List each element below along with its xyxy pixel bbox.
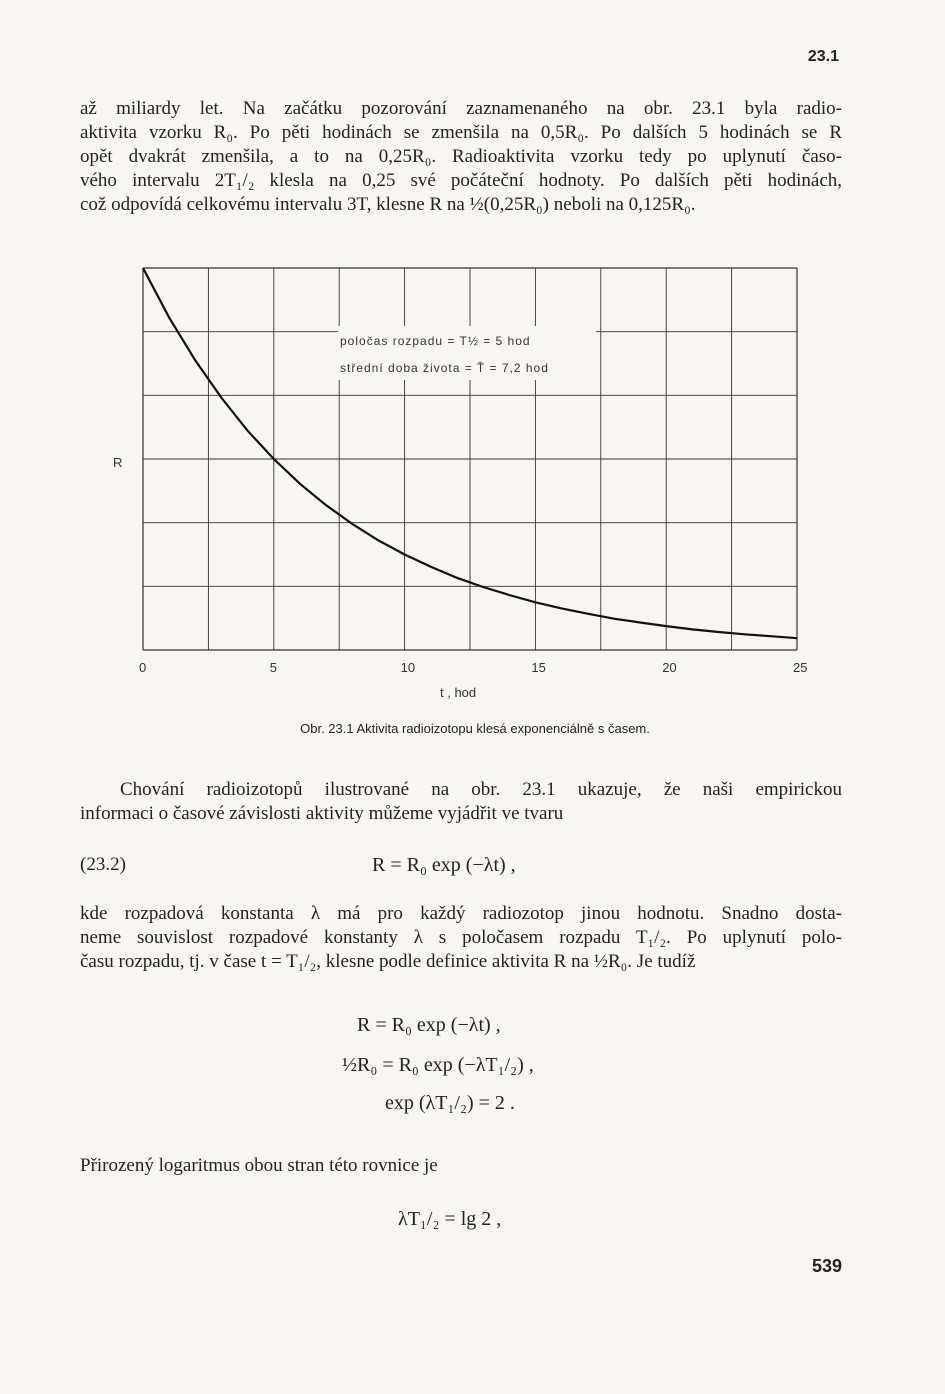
text-line: Přirozený logaritmus obou stran této rovnice je <box>80 1155 438 1176</box>
equation-final: λT₁/₂ = lg 2 , <box>398 1208 502 1230</box>
text-line: času rozpadu, tj. v čase t = T₁/₂, klesne podle definice aktivita R na ½R₀. Je tudíž <box>80 951 696 972</box>
equation-line-2: ½R₀ = R₀ exp (−λT₁/₂) , <box>342 1054 534 1076</box>
text-line: Chování radioizotopů ilustrované na obr. 23.1 ukazuje, že naši empirickou <box>120 779 842 800</box>
page-number: 539 <box>811 1256 842 1276</box>
section-number: 23.1 <box>807 48 839 65</box>
x-tick-labels <box>139 660 807 675</box>
y-axis-label: R <box>113 455 123 470</box>
figure-caption: Obr. 23.1 Aktivita radioizotopu klesá exponenciálně s časem. <box>300 721 650 736</box>
x-tick-label: 10 <box>400 660 416 675</box>
equation-23-2: R = R₀ exp (−λt) , <box>372 854 516 876</box>
text-line: aktivita vzorku R₀. Po pěti hodinách se zmenšila na 0,5R₀. Po dalších 5 hodinách se R <box>80 122 842 143</box>
text-line: což odpovídá celkovému intervalu 3T, klesne R na ½(0,25R₀) neboli na 0,125R₀. <box>80 194 696 215</box>
text-line: informaci o časové závislosti aktivity můžeme vyjádřit ve tvaru <box>80 803 564 824</box>
text-line: neme souvislost rozpadové konstanty λ s poločasem rozpadu T₁/₂. Po uplynutí polo- <box>80 927 842 948</box>
x-tick-label: 25 <box>793 660 808 675</box>
x-tick-label: 0 <box>139 660 147 675</box>
x-axis-label: t , hod <box>440 685 477 700</box>
paragraph-decay-constant <box>80 902 842 974</box>
equation-number: (23.2) <box>80 854 126 875</box>
x-tick-label: 15 <box>531 660 546 675</box>
x-tick-label: 20 <box>662 660 677 675</box>
text-line: vého intervalu 2T₁/₂ klesla na 0,25 své počáteční hodnoty. Po dalších pěti hodinách, <box>80 170 842 191</box>
mean-life-annotation: střední doba života = T̄ = 7,2 hod <box>340 361 549 375</box>
x-tick-label: 5 <box>269 660 278 675</box>
text-line: kde rozpadová konstanta λ má pro každý radiozotop jinou hodnotu. Snadno dosta- <box>80 903 842 924</box>
equation-line-3: exp (λT₁/₂) = 2 . <box>385 1092 515 1114</box>
text-line: až miliardy let. Na začátku pozorování zaznamenaného na obr. 23.1 byla radio- <box>80 98 842 119</box>
paragraph-logarithm <box>80 1154 842 1178</box>
text-line: opět dvakrát zmenšila, a to na 0,25R₀. Radioaktivita vzorku tedy po uplynutí časo- <box>80 146 842 167</box>
half-life-annotation: poločas rozpadu = T½ = 5 hod <box>340 334 531 348</box>
equation-line-1: R = R₀ exp (−λt) , <box>357 1014 501 1036</box>
paragraph-empirical <box>80 778 842 826</box>
chart-grid <box>143 268 797 650</box>
